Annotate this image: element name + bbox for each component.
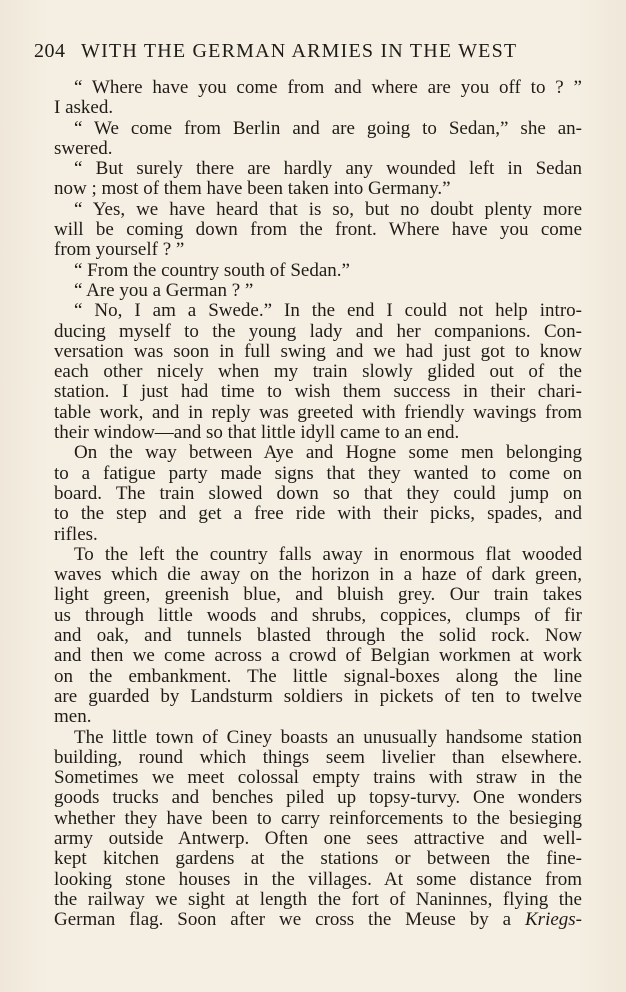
text-line: kept kitchen gardens at the stations or between the fine-	[54, 848, 582, 870]
text-line: on the embankment. The little signal-boxes along the line	[54, 665, 582, 687]
text-line: station. I just had time to wish them success in their chari-	[54, 381, 582, 403]
text-line: table work, and in reply was greeted with friendly wavings from	[54, 401, 582, 423]
text-line: To the left the country falls away in enormous flat wooded	[74, 543, 582, 565]
text-line: whether they have been to carry reinforcements to the besieging	[54, 807, 582, 829]
text-line: and then we come across a crowd of Belgian workmen at work	[54, 645, 582, 667]
text-line: The little town of Ciney boasts an unusually handsome station	[74, 726, 582, 748]
text-line: men.	[54, 706, 92, 728]
text-line: will be coming down from the front. Where have you come	[54, 219, 582, 241]
text-line: each other nicely when my train slowly glided out of the	[54, 361, 582, 383]
text-line: swered.	[54, 137, 113, 159]
text-line: goods trucks and benches piled up topsy-turvy. One wonders	[54, 787, 582, 809]
text-line: us through little woods and shrubs, coppices, clumps of fir	[54, 604, 582, 626]
text-line: ducing myself to the young lady and her companions. Con-	[54, 320, 582, 342]
page-number: 204	[34, 40, 66, 62]
text-line: “ Where have you come from and where are you off to ? ”	[74, 77, 582, 98]
text-line: building, round which things seem livelier than elsewhere.	[54, 746, 582, 768]
text-line: now ; most of them have been taken into Germany.”	[54, 178, 451, 200]
page-header	[34, 40, 594, 63]
text-line: to the step and get a free ride with their picks, spades, and	[54, 503, 582, 525]
text-line: looking stone houses in the villages. At some distance from	[54, 868, 582, 890]
text-line: “ Are you a German ? ”	[74, 279, 254, 301]
text-line: versation was soon in full swing and we had just got to know	[54, 340, 582, 362]
text-line: “ But surely there are hardly any wounded left in Sedan	[74, 158, 582, 180]
text-line: “ No, I am a Swede.” In the end I could not help intro-	[74, 300, 582, 322]
text-line: and oak, and tunnels blasted through the solid rock. Now	[54, 625, 582, 647]
running-head: WITH THE GERMAN ARMIES IN THE WEST	[81, 40, 518, 62]
text-line: I asked.	[54, 97, 114, 119]
text-line: board. The train slowed down so that they could jump on	[54, 482, 582, 504]
body-text	[54, 78, 582, 930]
text-line: On the way between Aye and Hogne some men belonging	[74, 442, 582, 464]
text-line: “ From the country south of Sedan.”	[74, 259, 350, 281]
italic-word: Kriegs-	[525, 909, 582, 931]
text-line: to a fatigue party made signs that they wanted to come on	[54, 462, 582, 484]
text-line: light green, greenish blue, and bluish grey. Our train takes	[54, 584, 582, 606]
text-line: “ Yes, we have heard that is so, but no doubt plenty more	[74, 198, 582, 220]
text-line: rifles.	[54, 523, 98, 545]
text-line: army outside Antwerp. Often one sees attractive and well-	[54, 827, 582, 849]
text-line: Sometimes we meet colossal empty trains with straw in the	[54, 767, 582, 789]
text-line: are guarded by Landsturm soldiers in pickets of ten to twelve	[54, 685, 582, 707]
text-line: waves which die away on the horizon in a haze of dark green,	[54, 564, 582, 586]
text-line: the railway we sight at length the fort of Naninnes, flying the	[54, 888, 582, 910]
text-line: their window—and so that little idyll came to an end.	[54, 422, 460, 444]
text-line: from yourself ? ”	[54, 239, 185, 261]
text-line-final-roman: German flag. Soon after we cross the Meuse by a	[54, 909, 512, 931]
text-line-final	[54, 910, 582, 930]
text-line: “ We come from Berlin and are going to Sedan,” she an-	[74, 117, 582, 139]
